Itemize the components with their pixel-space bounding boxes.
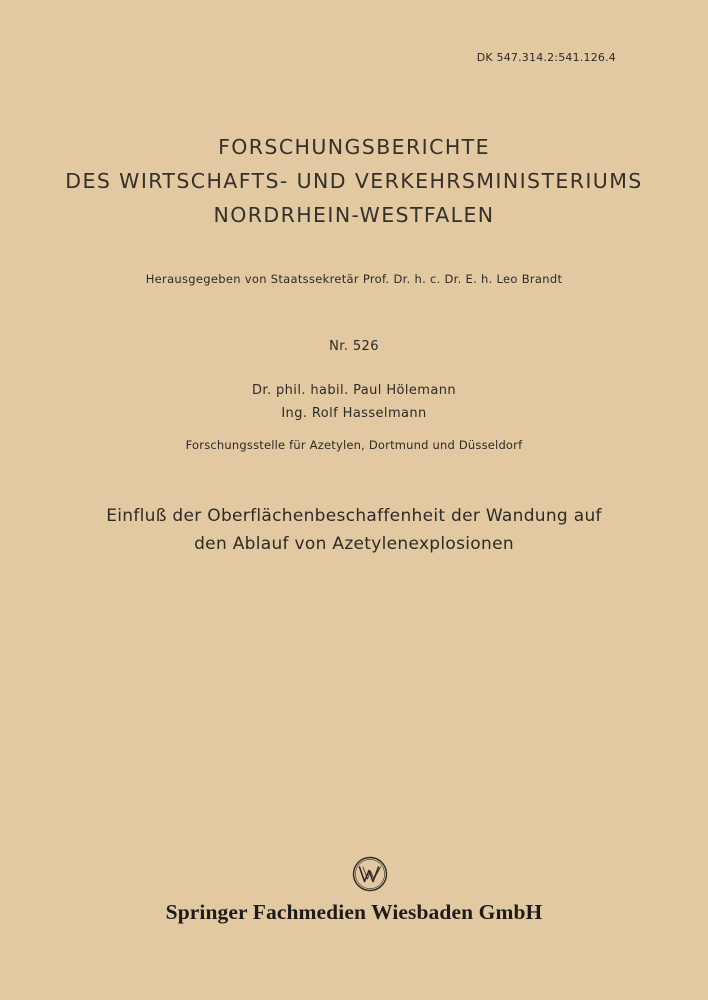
report-title	[0, 502, 708, 558]
author-2: Ing. Rolf Hasselmann	[281, 406, 427, 421]
series-line-2: DES WIRTSCHAFTS- UND VERKEHRSMINISTERIUMS	[65, 169, 643, 193]
title-line-2: den Ablauf von Azetylenexplosionen	[194, 534, 514, 554]
springer-w-logo-icon	[352, 856, 388, 892]
title-line-1: Einfluß der Oberflächenbeschaffenheit der Wandung auf	[106, 506, 602, 526]
report-number: Nr. 526	[329, 339, 379, 354]
editor-line: Herausgegeben von Staatssekretär Prof. Dr. h. c. Dr. E. h. Leo Brandt	[145, 272, 563, 286]
series-line-3: NORDRHEIN-WESTFALEN	[213, 203, 495, 227]
series-line-1: FORSCHUNGSBERICHTE	[218, 135, 490, 159]
udc-classification: DK 547.314.2:541.126.4	[476, 51, 616, 64]
affiliation: Forschungsstelle für Azetylen, Dortmund und Düsseldorf	[185, 438, 523, 452]
publisher-name: Springer Fachmedien Wiesbaden GmbH	[165, 900, 543, 924]
author-1: Dr. phil. habil. Paul Hölemann	[251, 383, 456, 398]
series-heading	[0, 130, 708, 232]
